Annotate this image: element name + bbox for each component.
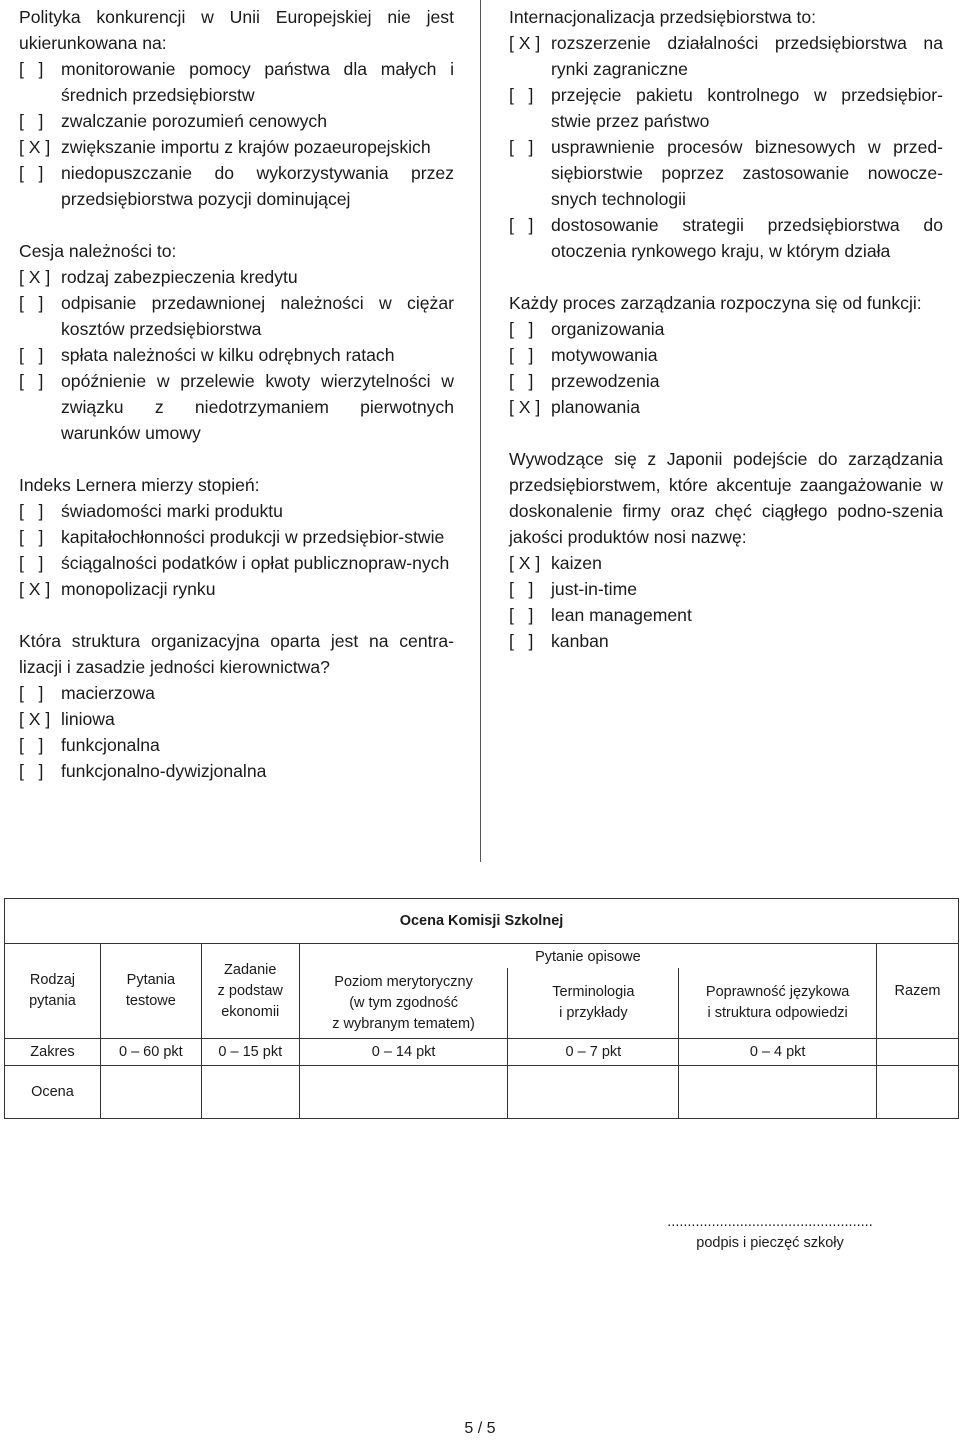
answer-text: just-in-time [551,579,638,599]
checkbox-mark[interactable]: [ X ] [509,553,541,573]
checkbox-mark[interactable]: [ ] [19,111,44,131]
question-block [509,290,943,420]
answer-text: monopolizacji rynku [61,579,216,599]
answer-option[interactable] [509,134,943,212]
page-number: 5 / 5 [464,1420,496,1437]
question-block [509,4,943,264]
left-column [19,4,454,810]
checkbox-mark[interactable]: [ ] [509,579,534,599]
checkbox-mark[interactable]: [ X ] [19,709,51,729]
answer-text: motywowania [551,345,658,365]
answer-text: rodzaj zabezpieczenia kredytu [61,267,298,287]
answer-text: usprawnienie procesów biznesowych w przed-siębiorstwie poprzez zastosowanie nowocze-snych technologii [551,137,943,209]
answer-option[interactable] [509,394,943,420]
answer-option[interactable] [509,212,943,264]
zakres-testowe: 0 – 60 pkt [100,1039,201,1066]
answer-text: rozszerzenie działalności przedsiębiorstwa na rynki zagraniczne [551,33,943,79]
checkbox-mark[interactable]: [ ] [19,553,44,573]
checkbox-mark[interactable]: [ ] [509,631,534,651]
checkbox-mark[interactable]: [ ] [19,761,44,781]
signature-dots: ................................................... [667,1214,873,1230]
answer-option[interactable] [509,30,943,82]
answer-option[interactable] [19,758,454,784]
header-terminologia: Terminologia i przykłady [508,968,679,1039]
answer-option[interactable] [19,342,454,368]
checkbox-mark[interactable]: [ ] [19,59,44,79]
answer-option[interactable] [19,550,454,576]
answer-text: przewodzenia [551,371,660,391]
answer-text: opóźnienie w przelewie kwoty wierzytelności w związku z niedotrzymaniem pierwotnych warunków umowy [61,371,454,443]
question-block [19,628,454,784]
right-column [509,4,943,680]
answer-text: dostosowanie strategii przedsiębiorstwa do otoczenia rynkowego kraju, w którym działa [551,215,943,261]
header-zadanie: Zadanie z podstaw ekonomii [201,944,299,1039]
answer-option[interactable] [509,316,943,342]
checkbox-mark[interactable]: [ ] [509,371,534,391]
answer-text: ściągalności podatków i opłat publicznopraw-nych [61,553,450,573]
checkbox-mark[interactable]: [ ] [19,293,44,313]
answer-option[interactable] [19,732,454,758]
signature-block [640,1212,900,1254]
checkbox-mark[interactable]: [ ] [509,215,534,235]
question-block [509,446,943,654]
question-text: Każdy proces zarządzania rozpoczyna się od funkcji: [509,293,922,313]
column-divider [480,0,481,862]
checkbox-mark[interactable]: [ X ] [509,397,541,417]
zakres-label: Zakres [5,1039,101,1066]
answer-text: organizowania [551,319,665,339]
question-text: Internacjonalizacja przedsiębiorstwa to: [509,7,817,27]
answer-text: odpisanie przedawnionej należności w ciężar kosztów przedsiębiorstwa [61,293,454,339]
checkbox-mark[interactable]: [ ] [19,345,44,365]
checkbox-mark[interactable]: [ X ] [509,33,541,53]
checkbox-mark[interactable]: [ ] [19,735,44,755]
answer-text: lean management [551,605,692,625]
question-block [19,238,454,446]
zakres-terminologia: 0 – 7 pkt [508,1039,679,1066]
answer-text: niedopuszczanie do wykorzystywania przez przedsiębiorstwa pozycji dominującej [61,163,454,209]
checkbox-mark[interactable]: [ ] [509,345,534,365]
answer-option[interactable] [509,576,943,602]
answer-text: zwalczanie porozumień cenowych [61,111,327,131]
grade-table-title: Ocena Komisji Szkolnej [5,899,959,944]
answer-option[interactable] [509,82,943,134]
question-text: Indeks Lernera mierzy stopień: [19,475,260,495]
answer-option[interactable] [19,498,454,524]
answer-text: kanban [551,631,609,651]
answer-option[interactable] [19,680,454,706]
answer-option[interactable] [19,134,454,160]
question-block [19,472,454,602]
answer-text: przejęcie pakietu kontrolnego w przedsiębior-stwie przez państwo [551,85,943,131]
answer-option[interactable] [19,524,454,550]
checkbox-mark[interactable]: [ ] [509,605,534,625]
header-rodzaj: Rodzaj pytania [5,944,101,1039]
checkbox-mark[interactable]: [ ] [19,163,44,183]
answer-text: kaizen [551,553,602,573]
answer-option[interactable] [509,342,943,368]
answer-option[interactable] [19,706,454,732]
ocena-testowe-cell[interactable] [100,1066,201,1119]
answer-option[interactable] [509,550,943,576]
checkbox-mark[interactable]: [ ] [19,527,44,547]
checkbox-mark[interactable]: [ X ] [19,267,51,287]
ocena-terminologia-cell[interactable] [508,1066,679,1119]
header-razem: Razem [877,944,959,1039]
answer-text: funkcjonalno-dywizjonalna [61,761,267,781]
answer-option[interactable] [19,160,454,212]
answer-option[interactable] [19,264,454,290]
checkbox-mark[interactable]: [ ] [19,501,44,521]
zakres-razem [877,1039,959,1066]
ocena-poziom-cell[interactable] [299,1066,508,1119]
checkbox-mark[interactable]: [ ] [509,137,534,157]
header-poprawnosc: Poprawność językowa i struktura odpowiedzi [679,968,877,1039]
answer-option[interactable] [19,56,454,108]
checkbox-mark[interactable]: [ ] [509,319,534,339]
signature-label: podpis i pieczęć szkoły [696,1235,844,1251]
answer-text: planowania [551,397,641,417]
question-text: Wywodzące się z Japonii podejście do zarządzania przedsiębiorstwem, które akcentuje zaangażowanie w doskonalenie firmy oraz chęć ciągłego podno-szenia jakości produktów nosi nazwę: [509,449,943,547]
answer-option[interactable] [19,290,454,342]
checkbox-mark[interactable]: [ ] [19,371,44,391]
header-testowe: Pytania testowe [100,944,201,1039]
question-text: Która struktura organizacyjna oparta jest na centra-lizacji i zasadzie jedności kierownictwa? [19,631,454,677]
answer-text: monitorowanie pomocy państwa dla małych i średnich przedsiębiorstw [61,59,454,105]
ocena-label: Ocena [5,1066,101,1119]
question-block [19,4,454,212]
zakres-zadanie: 0 – 15 pkt [201,1039,299,1066]
answer-option[interactable] [19,576,454,602]
answer-text: spłata należności w kilku odrębnych ratach [61,345,395,365]
answer-text: funkcjonalna [61,735,160,755]
ocena-poprawnosc-cell[interactable] [679,1066,877,1119]
zakres-poziom: 0 – 14 pkt [299,1039,508,1066]
answer-option[interactable] [509,368,943,394]
checkbox-mark[interactable]: [ X ] [19,579,51,599]
question-text: Cesja należności to: [19,241,177,261]
answer-text: macierzowa [61,683,155,703]
answer-text: świadomości marki produktu [61,501,283,521]
answer-text: zwiększanie importu z krajów pozaeuropejskich [61,137,431,157]
checkbox-mark[interactable]: [ ] [19,683,44,703]
header-poziom: Poziom merytoryczny (w tym zgodność z wybranym tematem) [299,968,508,1039]
answer-option[interactable] [509,602,943,628]
ocena-razem-cell[interactable] [877,1066,959,1119]
answer-option[interactable] [19,108,454,134]
answer-text: liniowa [61,709,115,729]
answer-text: kapitałochłonności produkcji w przedsiębior-stwie [61,527,445,547]
question-text: Polityka konkurencji w Unii Europejskiej nie jest ukierunkowana na: [19,7,454,53]
answer-option[interactable] [509,628,943,654]
answer-option[interactable] [19,368,454,446]
header-opisowe: Pytanie opisowe [299,944,876,969]
checkbox-mark[interactable]: [ X ] [19,137,51,157]
ocena-zadanie-cell[interactable] [201,1066,299,1119]
zakres-poprawnosc: 0 – 4 pkt [679,1039,877,1066]
grade-table [4,898,959,1119]
checkbox-mark[interactable]: [ ] [509,85,534,105]
